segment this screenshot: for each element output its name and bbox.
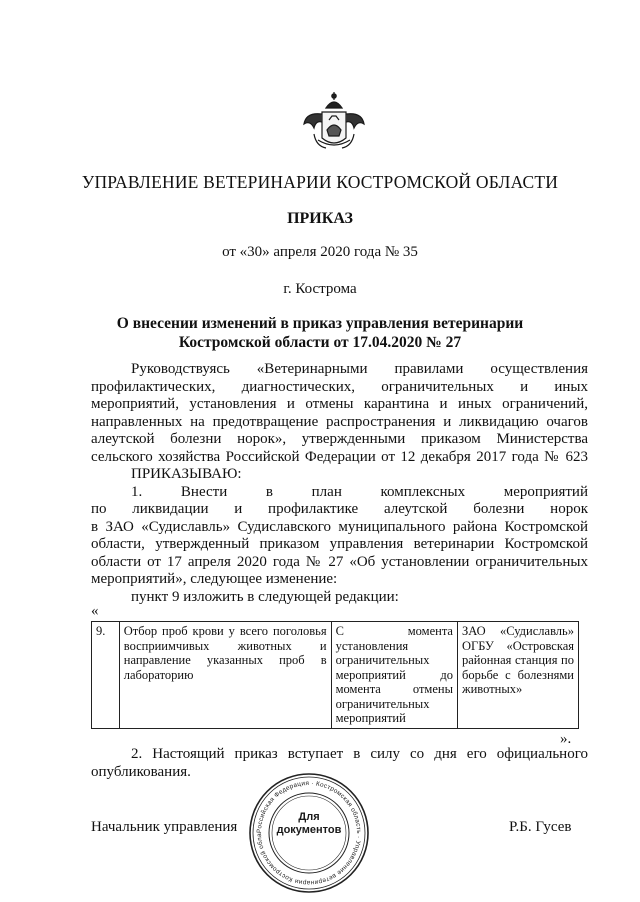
item1-line: мероприятий», следующее изменение: <box>91 571 338 587</box>
measures-table <box>91 621 579 729</box>
item1-line: в ЗАО «Судиславль» Судиславского муниципального района Костромской <box>91 518 588 535</box>
preamble-line: профилактических, диагностических, ограничительных и иных <box>91 378 588 395</box>
table-cell-term: С момента установления ограничительных мероприятий до момента отмены ограничительных мероприятий <box>331 622 457 729</box>
table-cell-number: 9. <box>92 622 120 729</box>
item1-line: области, утвержденный приказом управления ветеринарии Костромской <box>91 536 588 552</box>
subject-line-2: Костромской области от 17.04.2020 № 27 <box>178 334 462 351</box>
point9-intro: пункт 9 изложить в следующей редакции: <box>131 588 399 605</box>
stamp-label-line-2: документов <box>276 824 342 836</box>
stamp-ring-text: Российская Федерация · Костромская область · Управление ветеринарии Костромской обла <box>255 779 363 887</box>
quote-close-mark: ». <box>560 731 572 747</box>
subject-line-1: О внесении изменений в приказ управления ветеринарии <box>116 315 524 332</box>
stamp-label-line-1: Для <box>298 811 320 823</box>
document-city: г. Кострома <box>283 281 357 297</box>
signatory-name: Р.Б. Гусев <box>509 819 572 835</box>
preamble-line: сельского хозяйства Российской Федерации от 12 декабря 2017 года № 623 <box>91 448 588 465</box>
item2-line: 2. Настоящий приказ вступает в силу со дня его официального <box>131 746 588 762</box>
document-date-number: от «30» апреля 2020 года № 35 <box>222 244 418 260</box>
preamble-line: мероприятий, установления и отмены карантина и иных ограничений, <box>91 396 588 412</box>
table-cell-executor: ЗАО «Судиславль» ОГБУ «Островская районная станция по борьбе с болезнями животных» <box>457 622 578 729</box>
preamble-line: алеутской болезни норок», утвержденными приказом Министерства <box>91 431 588 447</box>
organization-title: УПРАВЛЕНИЕ ВЕТЕРИНАРИИ КОСТРОМСКОЙ ОБЛАСТИ <box>81 172 559 192</box>
item1-line: по ликвидации и профилактике алеутской болезни норок <box>91 501 588 517</box>
preamble-line: Руководствуясь «Ветеринарными правилами осуществления <box>131 361 588 377</box>
quote-open-mark: « <box>91 603 99 619</box>
document-type: ПРИКАЗ <box>287 210 353 227</box>
coat-of-arms-emblem <box>296 90 372 152</box>
preamble-paragraph <box>91 361 588 606</box>
signatory-position: Начальник управления <box>91 819 238 835</box>
item1-line: области от 17 апреля 2020 года № 27 «Об установлении ограничительных <box>91 553 588 570</box>
table-cell-measure: Отбор проб крови у всего поголовья восприимчивых животных и направление указанных проб в лабораторию <box>119 622 331 729</box>
item1-line: 1. Внести в план комплексных мероприятий <box>131 483 588 500</box>
document-subject <box>0 314 640 352</box>
stamp-label <box>269 811 349 837</box>
official-stamp <box>247 771 371 895</box>
preamble-line: направленных на предотвращение распространения и ликвидацию очагов <box>91 413 588 430</box>
item2-line: опубликования. <box>91 763 191 780</box>
table-row <box>92 622 579 729</box>
order-word: ПРИКАЗЫВАЮ: <box>131 466 242 482</box>
